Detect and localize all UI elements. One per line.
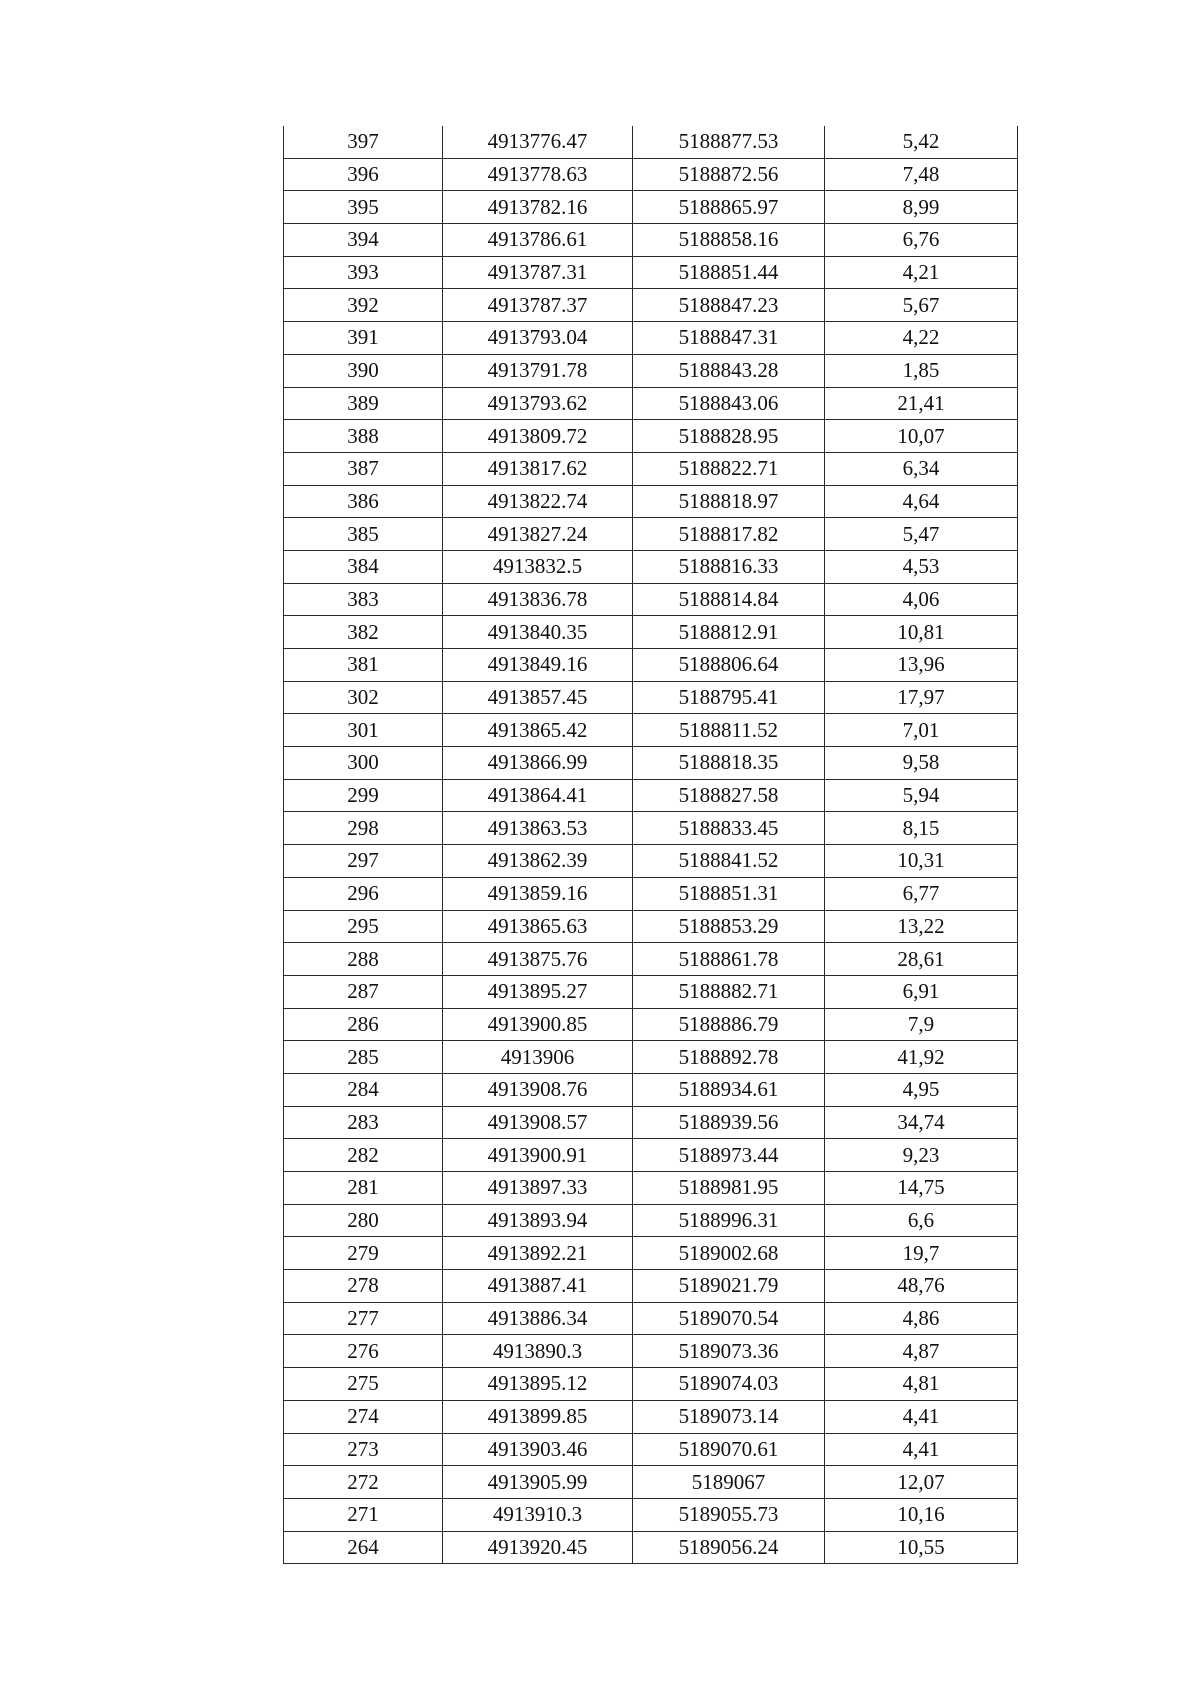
point-number-cell: 275 — [284, 1368, 443, 1401]
point-number-cell: 390 — [284, 354, 443, 387]
distance-cell: 10,07 — [825, 420, 1018, 453]
point-number-cell: 273 — [284, 1433, 443, 1466]
distance-cell: 48,76 — [825, 1270, 1018, 1303]
distance-cell: 6,77 — [825, 877, 1018, 910]
y-coordinate-cell: 5189073.36 — [633, 1335, 825, 1368]
y-coordinate-cell: 5188892.78 — [633, 1041, 825, 1074]
table-row — [284, 518, 1018, 551]
distance-cell: 9,23 — [825, 1139, 1018, 1172]
y-coordinate-cell: 5188851.31 — [633, 877, 825, 910]
y-coordinate-cell: 5188882.71 — [633, 975, 825, 1008]
point-number-cell: 382 — [284, 616, 443, 649]
x-coordinate-cell: 4913897.33 — [443, 1172, 633, 1205]
distance-cell: 10,31 — [825, 845, 1018, 878]
point-number-cell: 286 — [284, 1008, 443, 1041]
y-coordinate-cell: 5188833.45 — [633, 812, 825, 845]
y-coordinate-cell: 5188872.56 — [633, 158, 825, 191]
y-coordinate-cell: 5189055.73 — [633, 1498, 825, 1531]
point-number-cell: 279 — [284, 1237, 443, 1270]
distance-cell: 9,58 — [825, 747, 1018, 780]
x-coordinate-cell: 4913857.45 — [443, 681, 633, 714]
x-coordinate-cell: 4913809.72 — [443, 420, 633, 453]
point-number-cell: 296 — [284, 877, 443, 910]
y-coordinate-cell: 5188996.31 — [633, 1204, 825, 1237]
table-row — [284, 322, 1018, 355]
distance-cell: 4,87 — [825, 1335, 1018, 1368]
table-row — [284, 779, 1018, 812]
point-number-cell: 287 — [284, 975, 443, 1008]
table-row — [284, 681, 1018, 714]
y-coordinate-cell: 5188843.06 — [633, 387, 825, 420]
distance-cell: 5,94 — [825, 779, 1018, 812]
distance-cell: 6,76 — [825, 224, 1018, 257]
table-row — [284, 943, 1018, 976]
distance-cell: 28,61 — [825, 943, 1018, 976]
table-row — [284, 1237, 1018, 1270]
x-coordinate-cell: 4913893.94 — [443, 1204, 633, 1237]
distance-cell: 6,6 — [825, 1204, 1018, 1237]
coordinates-table-body — [284, 126, 1018, 1564]
x-coordinate-cell: 4913895.12 — [443, 1368, 633, 1401]
distance-cell: 21,41 — [825, 387, 1018, 420]
x-coordinate-cell: 4913910.3 — [443, 1498, 633, 1531]
distance-cell: 1,85 — [825, 354, 1018, 387]
y-coordinate-cell: 5188843.28 — [633, 354, 825, 387]
x-coordinate-cell: 4913892.21 — [443, 1237, 633, 1270]
point-number-cell: 298 — [284, 812, 443, 845]
distance-cell: 7,48 — [825, 158, 1018, 191]
point-number-cell: 297 — [284, 845, 443, 878]
distance-cell: 6,34 — [825, 452, 1018, 485]
distance-cell: 4,95 — [825, 1073, 1018, 1106]
table-row — [284, 975, 1018, 1008]
table-row — [284, 1106, 1018, 1139]
x-coordinate-cell: 4913890.3 — [443, 1335, 633, 1368]
y-coordinate-cell: 5189002.68 — [633, 1237, 825, 1270]
y-coordinate-cell: 5188812.91 — [633, 616, 825, 649]
distance-cell: 4,41 — [825, 1433, 1018, 1466]
y-coordinate-cell: 5188861.78 — [633, 943, 825, 976]
point-number-cell: 299 — [284, 779, 443, 812]
table-row — [284, 1204, 1018, 1237]
point-number-cell: 392 — [284, 289, 443, 322]
y-coordinate-cell: 5188851.44 — [633, 256, 825, 289]
table-row — [284, 452, 1018, 485]
point-number-cell: 397 — [284, 126, 443, 158]
x-coordinate-cell: 4913887.41 — [443, 1270, 633, 1303]
x-coordinate-cell: 4913908.57 — [443, 1106, 633, 1139]
point-number-cell: 272 — [284, 1466, 443, 1499]
y-coordinate-cell: 5189070.61 — [633, 1433, 825, 1466]
distance-cell: 7,9 — [825, 1008, 1018, 1041]
distance-cell: 4,86 — [825, 1302, 1018, 1335]
y-coordinate-cell: 5188847.23 — [633, 289, 825, 322]
x-coordinate-cell: 4913849.16 — [443, 649, 633, 682]
distance-cell: 5,67 — [825, 289, 1018, 322]
x-coordinate-cell: 4913791.78 — [443, 354, 633, 387]
distance-cell: 4,06 — [825, 583, 1018, 616]
x-coordinate-cell: 4913908.76 — [443, 1073, 633, 1106]
point-number-cell: 388 — [284, 420, 443, 453]
x-coordinate-cell: 4913864.41 — [443, 779, 633, 812]
x-coordinate-cell: 4913905.99 — [443, 1466, 633, 1499]
x-coordinate-cell: 4913875.76 — [443, 943, 633, 976]
y-coordinate-cell: 5188886.79 — [633, 1008, 825, 1041]
point-number-cell: 302 — [284, 681, 443, 714]
distance-cell: 13,96 — [825, 649, 1018, 682]
table-row — [284, 910, 1018, 943]
y-coordinate-cell: 5188817.82 — [633, 518, 825, 551]
x-coordinate-cell: 4913899.85 — [443, 1400, 633, 1433]
x-coordinate-cell: 4913840.35 — [443, 616, 633, 649]
distance-cell: 4,81 — [825, 1368, 1018, 1401]
distance-cell: 4,53 — [825, 550, 1018, 583]
table-row — [284, 1041, 1018, 1074]
y-coordinate-cell: 5188827.58 — [633, 779, 825, 812]
y-coordinate-cell: 5188818.35 — [633, 747, 825, 780]
point-number-cell: 282 — [284, 1139, 443, 1172]
table-row — [284, 812, 1018, 845]
distance-cell: 17,97 — [825, 681, 1018, 714]
y-coordinate-cell: 5189021.79 — [633, 1270, 825, 1303]
point-number-cell: 277 — [284, 1302, 443, 1335]
x-coordinate-cell: 4913865.42 — [443, 714, 633, 747]
x-coordinate-cell: 4913903.46 — [443, 1433, 633, 1466]
y-coordinate-cell: 5188847.31 — [633, 322, 825, 355]
point-number-cell: 283 — [284, 1106, 443, 1139]
point-number-cell: 285 — [284, 1041, 443, 1074]
table-row — [284, 1368, 1018, 1401]
point-number-cell: 274 — [284, 1400, 443, 1433]
y-coordinate-cell: 5188934.61 — [633, 1073, 825, 1106]
y-coordinate-cell: 5188973.44 — [633, 1139, 825, 1172]
y-coordinate-cell: 5188828.95 — [633, 420, 825, 453]
distance-cell: 13,22 — [825, 910, 1018, 943]
point-number-cell: 387 — [284, 452, 443, 485]
x-coordinate-cell: 4913787.31 — [443, 256, 633, 289]
y-coordinate-cell: 5188981.95 — [633, 1172, 825, 1205]
point-number-cell: 300 — [284, 747, 443, 780]
distance-cell: 10,55 — [825, 1531, 1018, 1564]
x-coordinate-cell: 4913776.47 — [443, 126, 633, 158]
x-coordinate-cell: 4913832.5 — [443, 550, 633, 583]
x-coordinate-cell: 4913866.99 — [443, 747, 633, 780]
table-row — [284, 420, 1018, 453]
table-row — [284, 1400, 1018, 1433]
x-coordinate-cell: 4913778.63 — [443, 158, 633, 191]
table-row — [284, 1433, 1018, 1466]
point-number-cell: 281 — [284, 1172, 443, 1205]
y-coordinate-cell: 5188795.41 — [633, 681, 825, 714]
point-number-cell: 383 — [284, 583, 443, 616]
table-row — [284, 747, 1018, 780]
table-row — [284, 1073, 1018, 1106]
point-number-cell: 386 — [284, 485, 443, 518]
point-number-cell: 288 — [284, 943, 443, 976]
x-coordinate-cell: 4913786.61 — [443, 224, 633, 257]
point-number-cell: 384 — [284, 550, 443, 583]
y-coordinate-cell: 5188814.84 — [633, 583, 825, 616]
table-row — [284, 649, 1018, 682]
y-coordinate-cell: 5188811.52 — [633, 714, 825, 747]
point-number-cell: 381 — [284, 649, 443, 682]
coordinates-table — [283, 126, 1018, 1564]
x-coordinate-cell: 4913886.34 — [443, 1302, 633, 1335]
table-row — [284, 714, 1018, 747]
point-number-cell: 271 — [284, 1498, 443, 1531]
point-number-cell: 295 — [284, 910, 443, 943]
point-number-cell: 396 — [284, 158, 443, 191]
table-row — [284, 550, 1018, 583]
x-coordinate-cell: 4913900.85 — [443, 1008, 633, 1041]
x-coordinate-cell: 4913822.74 — [443, 485, 633, 518]
distance-cell: 14,75 — [825, 1172, 1018, 1205]
x-coordinate-cell: 4913793.04 — [443, 322, 633, 355]
table-row — [284, 1139, 1018, 1172]
distance-cell: 6,91 — [825, 975, 1018, 1008]
point-number-cell: 395 — [284, 191, 443, 224]
table-row — [284, 387, 1018, 420]
y-coordinate-cell: 5189067 — [633, 1466, 825, 1499]
distance-cell: 34,74 — [825, 1106, 1018, 1139]
table-row — [284, 256, 1018, 289]
table-row — [284, 289, 1018, 322]
table-row — [284, 1335, 1018, 1368]
distance-cell: 41,92 — [825, 1041, 1018, 1074]
distance-cell: 4,41 — [825, 1400, 1018, 1433]
distance-cell: 5,47 — [825, 518, 1018, 551]
distance-cell: 12,07 — [825, 1466, 1018, 1499]
x-coordinate-cell: 4913782.16 — [443, 191, 633, 224]
table-row — [284, 1008, 1018, 1041]
point-number-cell: 391 — [284, 322, 443, 355]
x-coordinate-cell: 4913906 — [443, 1041, 633, 1074]
y-coordinate-cell: 5188877.53 — [633, 126, 825, 158]
table-row — [284, 1466, 1018, 1499]
table-row — [284, 485, 1018, 518]
table-row — [284, 1531, 1018, 1564]
table-row — [284, 158, 1018, 191]
distance-cell: 8,99 — [825, 191, 1018, 224]
distance-cell: 4,64 — [825, 485, 1018, 518]
point-number-cell: 280 — [284, 1204, 443, 1237]
distance-cell: 7,01 — [825, 714, 1018, 747]
x-coordinate-cell: 4913817.62 — [443, 452, 633, 485]
x-coordinate-cell: 4913793.62 — [443, 387, 633, 420]
y-coordinate-cell: 5188841.52 — [633, 845, 825, 878]
distance-cell: 4,21 — [825, 256, 1018, 289]
table-row — [284, 845, 1018, 878]
y-coordinate-cell: 5189073.14 — [633, 1400, 825, 1433]
table-row — [284, 1172, 1018, 1205]
point-number-cell: 276 — [284, 1335, 443, 1368]
table-row — [284, 1302, 1018, 1335]
x-coordinate-cell: 4913859.16 — [443, 877, 633, 910]
point-number-cell: 394 — [284, 224, 443, 257]
point-number-cell: 284 — [284, 1073, 443, 1106]
y-coordinate-cell: 5188858.16 — [633, 224, 825, 257]
table-row — [284, 877, 1018, 910]
point-number-cell: 385 — [284, 518, 443, 551]
y-coordinate-cell: 5188939.56 — [633, 1106, 825, 1139]
point-number-cell: 301 — [284, 714, 443, 747]
table-row — [284, 224, 1018, 257]
y-coordinate-cell: 5188853.29 — [633, 910, 825, 943]
table-row — [284, 583, 1018, 616]
distance-cell: 4,22 — [825, 322, 1018, 355]
table-row — [284, 1270, 1018, 1303]
y-coordinate-cell: 5188816.33 — [633, 550, 825, 583]
x-coordinate-cell: 4913865.63 — [443, 910, 633, 943]
y-coordinate-cell: 5189056.24 — [633, 1531, 825, 1564]
y-coordinate-cell: 5188865.97 — [633, 191, 825, 224]
distance-cell: 19,7 — [825, 1237, 1018, 1270]
table-row — [284, 126, 1018, 158]
x-coordinate-cell: 4913862.39 — [443, 845, 633, 878]
point-number-cell: 278 — [284, 1270, 443, 1303]
x-coordinate-cell: 4913895.27 — [443, 975, 633, 1008]
table-row — [284, 354, 1018, 387]
x-coordinate-cell: 4913836.78 — [443, 583, 633, 616]
y-coordinate-cell: 5189070.54 — [633, 1302, 825, 1335]
distance-cell: 5,42 — [825, 126, 1018, 158]
x-coordinate-cell: 4913787.37 — [443, 289, 633, 322]
table-row — [284, 1498, 1018, 1531]
point-number-cell: 264 — [284, 1531, 443, 1564]
point-number-cell: 393 — [284, 256, 443, 289]
y-coordinate-cell: 5188822.71 — [633, 452, 825, 485]
x-coordinate-cell: 4913920.45 — [443, 1531, 633, 1564]
x-coordinate-cell: 4913827.24 — [443, 518, 633, 551]
y-coordinate-cell: 5189074.03 — [633, 1368, 825, 1401]
y-coordinate-cell: 5188806.64 — [633, 649, 825, 682]
x-coordinate-cell: 4913863.53 — [443, 812, 633, 845]
y-coordinate-cell: 5188818.97 — [633, 485, 825, 518]
distance-cell: 8,15 — [825, 812, 1018, 845]
point-number-cell: 389 — [284, 387, 443, 420]
table-row — [284, 191, 1018, 224]
distance-cell: 10,16 — [825, 1498, 1018, 1531]
distance-cell: 10,81 — [825, 616, 1018, 649]
x-coordinate-cell: 4913900.91 — [443, 1139, 633, 1172]
table-row — [284, 616, 1018, 649]
